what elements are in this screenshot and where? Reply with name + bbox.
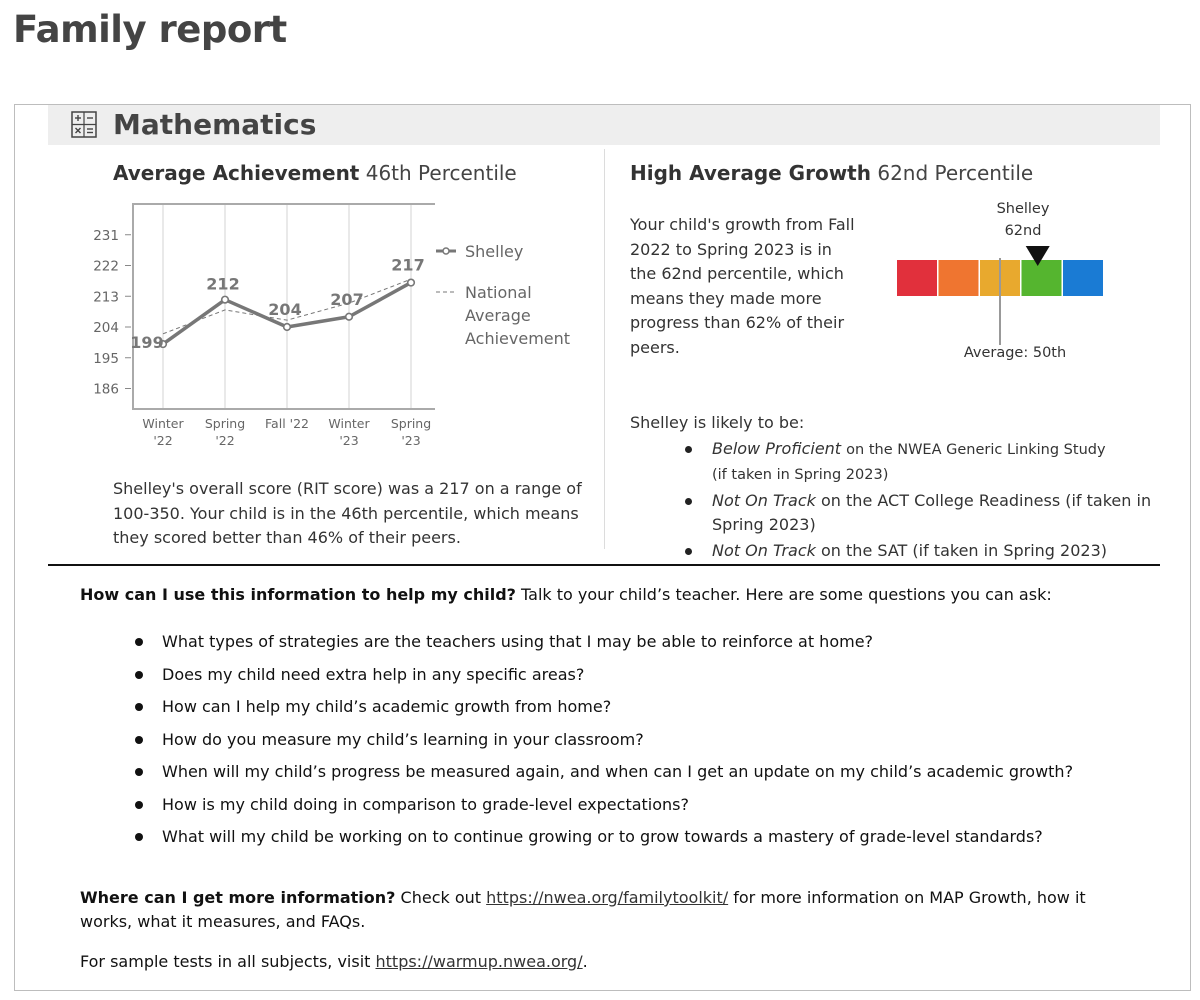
growth-band [1063,260,1103,296]
help-question: How can I use this information to help my child? [80,585,516,604]
likely-title: Shelley is likely to be: [630,413,805,432]
y-tick-label: 231 [93,227,119,244]
growth-marker-label [983,198,1063,242]
achievement-heading [113,161,517,185]
legend-item-shelley [435,240,585,263]
growth-band [897,260,937,296]
data-point-shelley [284,324,291,331]
family-toolkit-link[interactable]: https://nwea.org/familytoolkit/ [486,888,729,907]
column-divider [604,149,605,549]
sample-tests-post: . [582,952,588,971]
data-label: 207 [330,289,364,309]
likely-item [630,539,1170,563]
data-point-shelley [408,279,415,286]
more-info-post: for more information on MAP Growth, how it works, what it measures, and FAQs. [80,888,1086,931]
subject-header [48,105,1160,145]
y-tick-label: 195 [93,350,119,367]
likely-status: Below Proficient [712,439,842,458]
data-label: 199 [130,333,164,353]
section-divider [48,564,1160,566]
achievement-chart [75,197,435,461]
achievement-line-chart [75,197,435,457]
growth-heading [630,161,1033,185]
likely-item [630,489,1170,537]
chart-legend [435,240,585,368]
legend-item-national-average [435,281,585,350]
data-label: 212 [206,274,240,294]
sample-tests [80,950,1140,974]
data-point-shelley [346,313,353,320]
x-tick-label: Winter [328,416,370,431]
x-tick-label: Winter [142,416,184,431]
question-item: What will my child be working on to continue growing or to grow towards a mastery of grade-level standards? [80,825,1140,858]
x-tick-label: Spring [204,416,246,431]
question-item: Does my child need extra help in any specific areas? [80,663,1140,696]
warmup-link[interactable]: https://warmup.nwea.org/ [375,952,583,971]
y-tick-label: 213 [93,289,119,306]
question-item: When will my child’s progress be measured again, and when can I get an update on my child’s academic growth? [80,760,1140,793]
data-label: 204 [268,300,302,319]
y-tick-label: 222 [93,258,119,275]
growth-band [939,260,979,296]
data-point-shelley [222,296,229,303]
likely-status: Not On Track [712,541,816,560]
y-tick-label: 186 [93,381,119,398]
achievement-heading-label: Average Achievement [113,161,360,185]
likely-item [630,437,1170,487]
more-info-question: Where can I get more information? [80,888,396,907]
teacher-questions-list [80,630,1140,858]
growth-average-label: Average: 50th [963,345,1067,361]
growth-description: Your child's growth from Fall 2022 to Spring 2023 is in the 62nd percentile, which means they made more progress than 62% of their peers. [630,215,855,357]
calculator-icon [71,111,97,138]
y-tick-label: 204 [93,320,119,336]
growth-band [1022,260,1062,296]
legend-dashed-line-marker [435,286,457,298]
data-label: 217 [391,255,425,275]
growth-heading-label: High Average Growth [630,161,871,185]
legend-label-shelley: Shelley [465,242,524,261]
more-info [80,886,1140,934]
x-tick-label: Fall '22 [265,416,309,431]
likely-status: Not On Track [712,491,816,510]
question-item: How can I help my child’s academic growth from home? [80,695,1140,728]
growth-marker-name: Shelley [996,201,1050,217]
question-item: How is my child doing in comparison to grade-level expectations? [80,793,1140,826]
help-intro [80,583,1140,607]
more-info-pre: Check out [395,888,487,907]
x-tick-label: '22 [153,433,173,448]
legend-label-national-average: National Average Achievement [465,283,571,348]
subject-title: Mathematics [113,108,317,141]
subject-report-card [14,104,1191,991]
question-item: How do you measure my child’s learning in your classroom? [80,728,1140,761]
page-title: Family report [13,8,287,51]
achievement-percentile: 46th Percentile [365,161,517,185]
growth-percentile-bar [897,244,1107,350]
likely-list [630,437,1170,565]
growth-percentile: 62nd Percentile [877,161,1034,185]
legend-solid-line-marker [435,245,457,257]
question-item: What types of strategies are the teachers using that I may be able to reinforce at home? [80,630,1140,663]
help-intro-text: Talk to your child’s teacher. Here are some questions you can ask: [515,585,1052,604]
likely-detail: on the NWEA Generic Linking Study [846,442,1106,458]
x-tick-label: '23 [401,433,421,448]
achievement-description: Shelley's overall score (RIT score) was a 217 on a range of 100-350. Your child is in the 46th percentile, which means they scored better than 46% of their peers. [113,479,582,547]
likely-note: (if taken in Spring 2023) [712,467,889,483]
sample-tests-pre: For sample tests in all subjects, visit [80,952,376,971]
x-tick-label: '23 [339,433,359,448]
growth-marker-value: 62nd [1004,223,1042,239]
x-tick-label: '22 [215,433,235,448]
likely-detail: on the ACT College Readiness (if taken in Spring 2023) [712,491,1152,534]
likely-detail: on the SAT (if taken in Spring 2023) [821,541,1107,560]
x-tick-label: Spring [390,416,432,431]
